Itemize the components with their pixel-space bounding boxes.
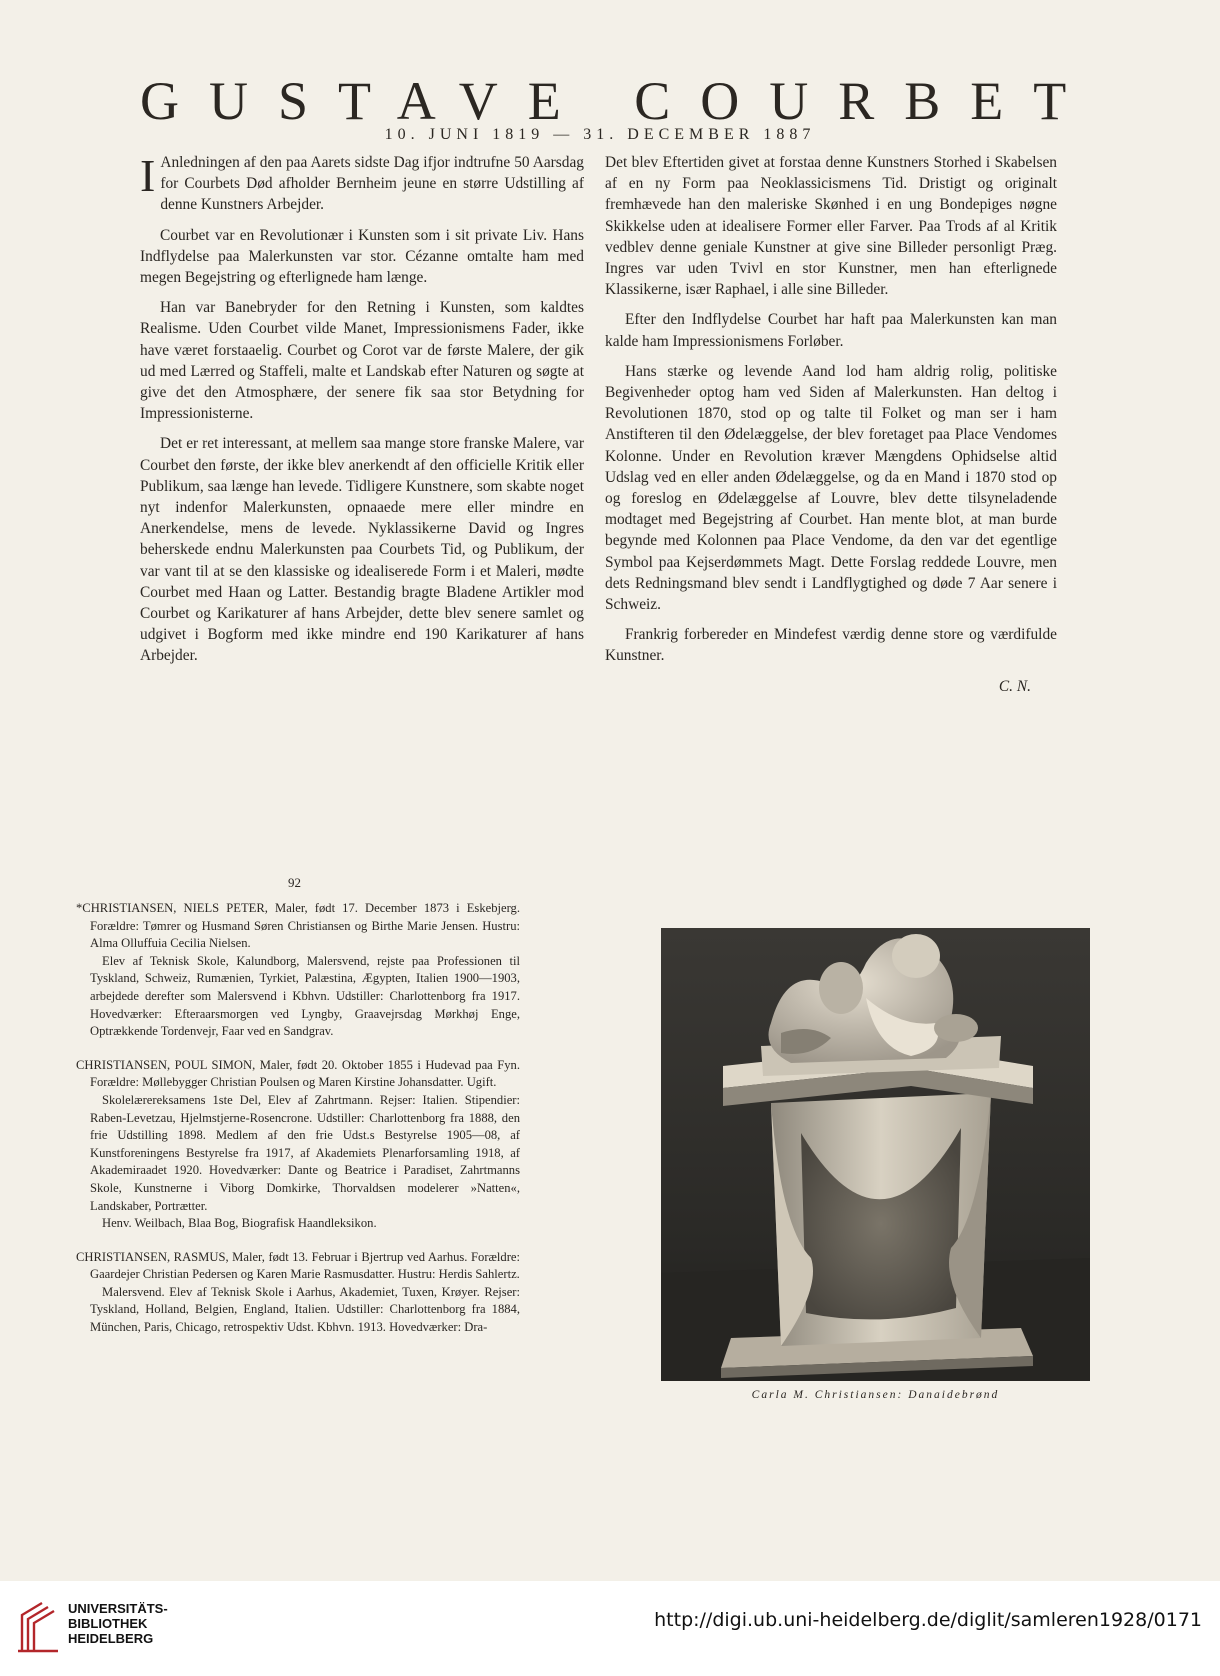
article-dates: 10. JUNI 1819 — 31. DECEMBER 1887: [384, 126, 816, 143]
article-paragraph: Han var Banebryder for den Retning i Kunsten, som kaldtes Realisme. Uden Courbet vilde Manet, Impressionismens Fader, ikke have været forstaaelig. Courbet og Corot var de første Malere, der gik ud med Lærred og Staffeli, malte et Landskab efter Naturen og søgte at give det den Atmosphære, der senere fik saa stor Betydning for Impressionisterne.: [140, 299, 584, 423]
article-paragraph: Hans stærke og levende Aand lod ham aldrig rolig, politiske Begivenheder optog ham ved Siden af Malerkunsten. Han deltog i Revolutionen 1870, stod op og talte til Folket og man ser i ham Anstifteren til den Ødelæggelse, der blev foretaget paa Place Vendomes Kolonne. Under en Revolution kræver Mængdens Ophidselse altid Udslag ved en eller anden Ødelæggelse, og da en Mand i 1870 stod op og foreslog en Ødelæggelse af Louvre, blev dette tilsyneladende modtaget med Begejstring af Courbet. Han mente blot, at man burde begynde med Kolonnen paa Place Vendome, da den var det egentlige Symbol paa Kejserdømmets Magt. Dette Forslag reddede Louvre, men dets Redningsmand blev sendt i Landflygtighed og døde 7 Aar senere i Schweiz.: [605, 362, 1057, 614]
sculpture-photograph: [661, 928, 1090, 1381]
biography-entry: [76, 1249, 520, 1337]
biography-body: Skolelærereksamens 1ste Del, Elev af Zahrtmann. Rejser: Italien. Stipendier: Raben-Levetzau, Hjelmstjerne-Rosencrone. Udstiller: Charlottenborg fra 1888, den frie Udstilling 1898. Medlem af den frie Udst.s Bestyrelse 1905—08, af Kunstforeningens Bestyrelse fra 1917, af Akademiets Plenarforsamling 1918, af Akademiraadet 1920. Hovedværker: Dante og Beatrice i Paradiset, Zahrtmanns Skole, Kunstnerne i Viborg Domkirke, Thorvaldsen modelerer »Natten«, Landskaber, Portrætter.: [90, 1092, 520, 1213]
biography-heading: CHRISTIANSEN, RASMUS, Maler, født 13. Februar i Bjertrup ved Aarhus. Forældre: Gaardejer Christian Pedersen og Karen Marie Rasmusdatter. Hustru: Herdis Sahlertz.: [76, 1249, 520, 1282]
article-title: GUSTAVE COURBET: [140, 71, 1097, 131]
author-signature: C. N.: [998, 677, 1031, 695]
article-paragraph: I Anledningen af den paa Aarets sidste Dag ifjor indtrufne 50 Aarsdag for Courbets Død afholder Bernheim jeune en større Udstilling af denne Kunstners Arbejder.: [140, 150, 584, 214]
article-paragraph: Det er ret interessant, at mellem saa mange store franske Malere, var Courbet den første, der ikke blev anerkendt af den officielle Kritik eller Publikum, saa længe han levede. Tidligere Kunstnere, som skabte noget nyt indenfor Malerkunsten, opnaaede mere eller mindre en Anerkendelse, mens de levede. Nyklassikerne David og Ingres beherskede endnu Malerkunsten paa Courbets Tid, og Publikum, der var vant til at se den klassiske og idealiserede Form i et Maleri, mødte Courbet med Haan og Latter. Bestandig bragte Bladene Artikler mod Courbet og Karikaturer af hans Arbejder, dette blev senere samlet og udgivet i Bogform med ikke mindre end 190 Karikaturer af hans Arbejder.: [140, 435, 584, 665]
drop-cap: I: [140, 150, 156, 201]
biography-list: [76, 900, 520, 1353]
biography-body: Elev af Teknisk Skole, Kalundborg, Malersvend, rejste paa Professionen til Tyskland, Schweiz, Rumænien, Tyrkiet, Palæstina, Ægypten, Italien 1900—1903, arbejdede derefter som Malersvend i Kbhvn. Udstiller: Charlottenborg fra 1917. Hovedværker: Efteraarsmorgen ved Lyngby, Graavejrsdag Mørkhøj Enge, Optrækkende Tordenvejr, Faar ved en Sandgrav.: [90, 953, 520, 1039]
biography-entry: [76, 900, 520, 1041]
article-left-column: [140, 152, 584, 676]
biography-body: Malersvend. Elev af Teknisk Skole i Aarhus, Akademiet, Tuxen, Krøyer. Rejser: Tyskland, Holland, Belgien, England, Italien. Udstiller: Charlottenborg fra 1884, München, Paris, Chicago, retrospektiv Udst. Kbhvn. 1913. Hovedværker: Dra-: [90, 1284, 520, 1335]
article-paragraph: Frankrig forbereder en Mindefest værdig denne store og værdifulde Kunstner.: [605, 626, 1057, 665]
article-right-column: [605, 152, 1057, 697]
danaide-fountain-image: [661, 928, 1090, 1381]
biography-heading: *CHRISTIANSEN, NIELS PETER, Maler, født 17. December 1873 i Eskebjerg. Forældre: Tømrer og Husmand Søren Christiansen og Birthe Marie Jensen. Hustru: Alma Olluffuia Cecilia Nielsen.: [76, 901, 520, 951]
biography-heading: CHRISTIANSEN, POUL SIMON, Maler, født 20. Oktober 1855 i Hudevad paa Fyn. Forældre: Møllebygger Christian Poulsen og Maren Kirstine Johansdatter. Ugift.: [76, 1057, 520, 1090]
library-footer: [0, 1581, 1220, 1676]
library-logo-icon: [14, 1597, 60, 1655]
biography-reference: Henv. Weilbach, Blaa Bog, Biografisk Haandleksikon.: [102, 1216, 377, 1231]
article-paragraph: Det blev Eftertiden givet at forstaa denne Kunstners Storhed i Skabelsen af en ny Form paa Neoklassicismens Tid. Dristigt og originalt fremhævede han den maleriske Skønhed i en ung Bondepiges nøgne Skikkelse uden at idealisere Former eller Farver. Paa Trods af al Kritik vedblev denne geniale Kunstner at give sine Billeder personligt Præg. Ingres var uden Tvivl en stor Kunstner, men han efterlignede Klassikerne, især Raphael, i alle sine Billeder.: [605, 154, 1057, 299]
article-paragraph: Courbet var en Revolutionær i Kunsten som i sit private Liv. Hans Indflydelse paa Malerkunsten var stor. Cézanne omtalte ham med megen Begejstring og efterlignede ham længe.: [140, 226, 584, 287]
source-url-link[interactable]: http://digi.ub.uni-heidelberg.de/diglit/samleren1928/0171: [654, 1609, 1202, 1631]
article-paragraph: Efter den Indflydelse Courbet har haft paa Malerkunsten kan man kalde ham Impressionismens Forløber.: [605, 311, 1057, 350]
page-number: 92: [288, 875, 301, 890]
caption-title: Danaidebrønd: [908, 1389, 1000, 1401]
figure-caption: [661, 1389, 1090, 1401]
biography-entry: [76, 1057, 520, 1233]
library-name: UNIVERSITÄTS- BIBLIOTHEK HEIDELBERG: [68, 1601, 168, 1646]
caption-artist: Carla M. Christiansen:: [751, 1389, 904, 1401]
